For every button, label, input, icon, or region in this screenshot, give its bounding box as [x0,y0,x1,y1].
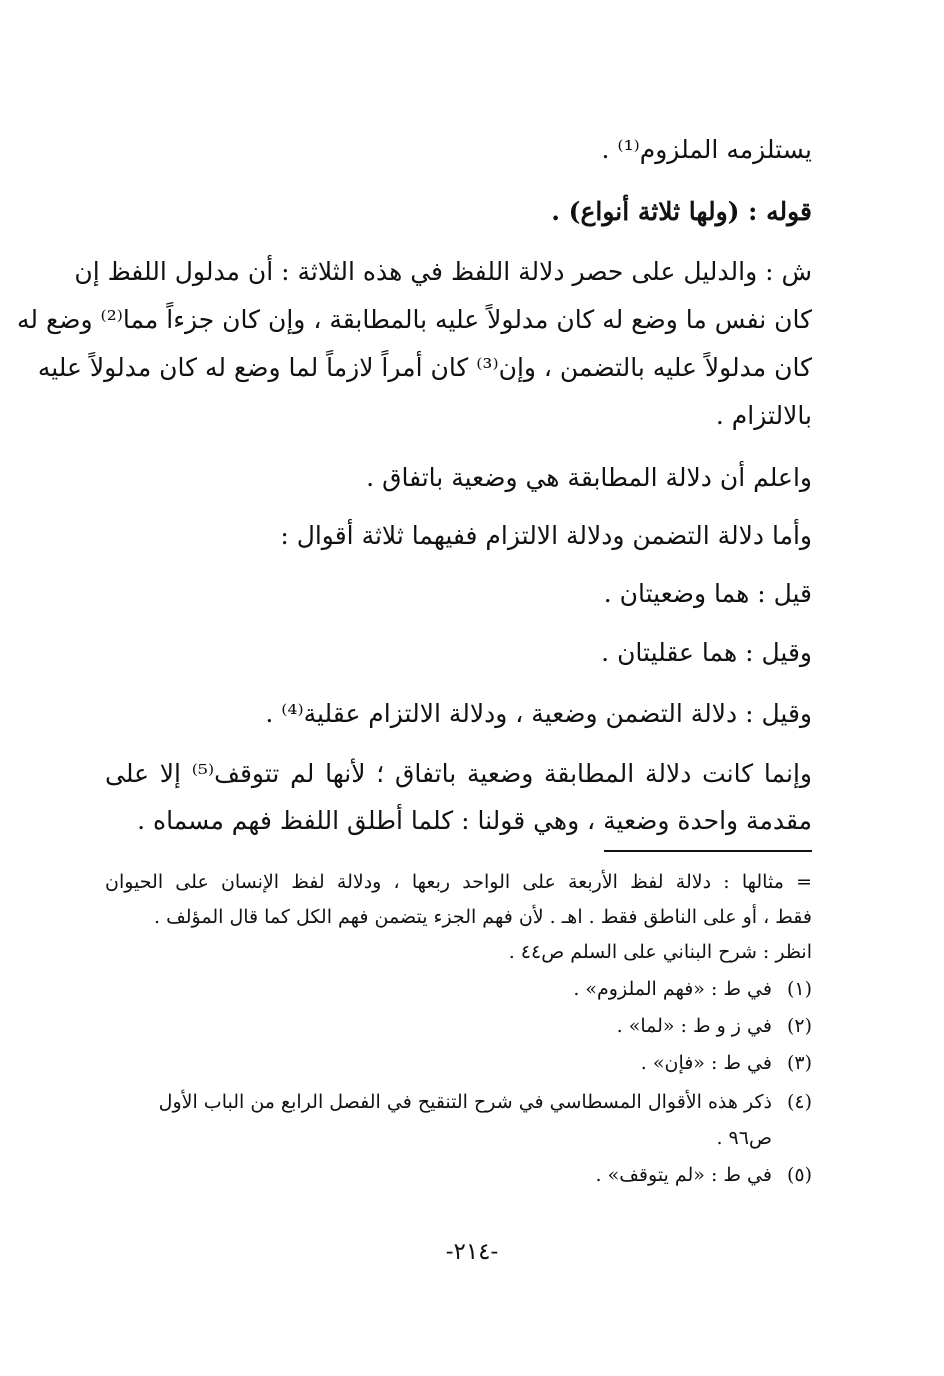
footnote-number: (٤) [786,1091,812,1113]
body-line-11: وقيل : دلالة التضمن وضعية ، ودلالة الالتزام عقلية⁽⁴⁾ . [265,699,812,728]
footnote-text: في ط : «لم يتوقف» . [595,1164,772,1186]
body-line-10: وقيل : هما عقليتان . [601,638,812,667]
section-heading: قوله : (ولها ثلاثة أنواع) . [551,197,812,226]
footnote-number: (٥) [786,1164,812,1186]
footnote-number: (٣) [786,1052,812,1074]
footnote-5 [105,1161,812,1189]
footnote-1 [105,975,812,1003]
body-line-8: وأما دلالة التضمن ودلالة الالتزام ففيهما ثلاثة أقوال : [280,521,812,550]
body-line-1: يستلزمه الملزوم⁽¹⁾ . [601,135,812,164]
footnote-number: (١) [786,978,812,1000]
page-number: -٢١٤- [445,1239,499,1265]
body-line-6: بالالتزام . [715,401,812,430]
footnote-text: ذكر هذه الأقوال المسطاسي في شرح التنقيح في الفصل الرابع من الباب الأول [158,1091,772,1113]
body-line-3: ش : والدليل على حصر دلالة اللفظ في هذه الثلاثة : أن مدلول اللفظ إن [74,257,812,286]
footnote-text: في ط : «فهم الملزوم» . [573,978,772,1000]
body-line-9: قيل : هما وضعيتان . [603,579,812,608]
footnote-4 [105,1088,812,1116]
body-line-13: مقدمة واحدة وضعية ، وهي قولنا : كلما أطلق اللفظ فهم مسماه . [137,806,812,835]
body-line-12: وإنما كانت دلالة المطابقة وضعية باتفاق ؛ لأنها لم تتوقف⁽⁵⁾ إلا على [105,759,812,788]
footnote-number: (٢) [786,1015,812,1037]
body-line-4: كان نفس ما وضع له كان مدلولاً عليه بالمطابقة ، وإن كان جزءاً مما⁽²⁾ وضع له [17,305,812,334]
footnote-text: ص٩٦ . [716,1127,772,1149]
footnote-4-continuation [105,1124,812,1152]
footnote-continuation-line-1: = مثالها : دلالة لفظ الأربعة على الواحد ربعها ، ودلالة لفظ الإنسان على الحيوان [105,871,812,893]
footnote-3 [105,1049,812,1077]
body-line-5: كان مدلولاً عليه بالتضمن ، وإن⁽³⁾ كان أمراً لازماً لما وضع له كان مدلولاً عليه [37,353,812,382]
footnote-separator [604,850,812,852]
footnote-text: في ط : «فإن» . [640,1052,772,1074]
footnote-text: في ز و ط : «لما» . [616,1015,772,1037]
footnote-2 [105,1012,812,1040]
footnote-continuation-line-2: فقط ، أو على الناطق فقط . اهـ . لأن فهم الجزء يتضمن فهم الكل كما قال المؤلف . [154,906,812,928]
footnote-continuation-line-3: انظر : شرح البناني على السلم ص٤٤ . [508,941,812,963]
body-line-7: واعلم أن دلالة المطابقة هي وضعية باتفاق . [366,463,812,492]
